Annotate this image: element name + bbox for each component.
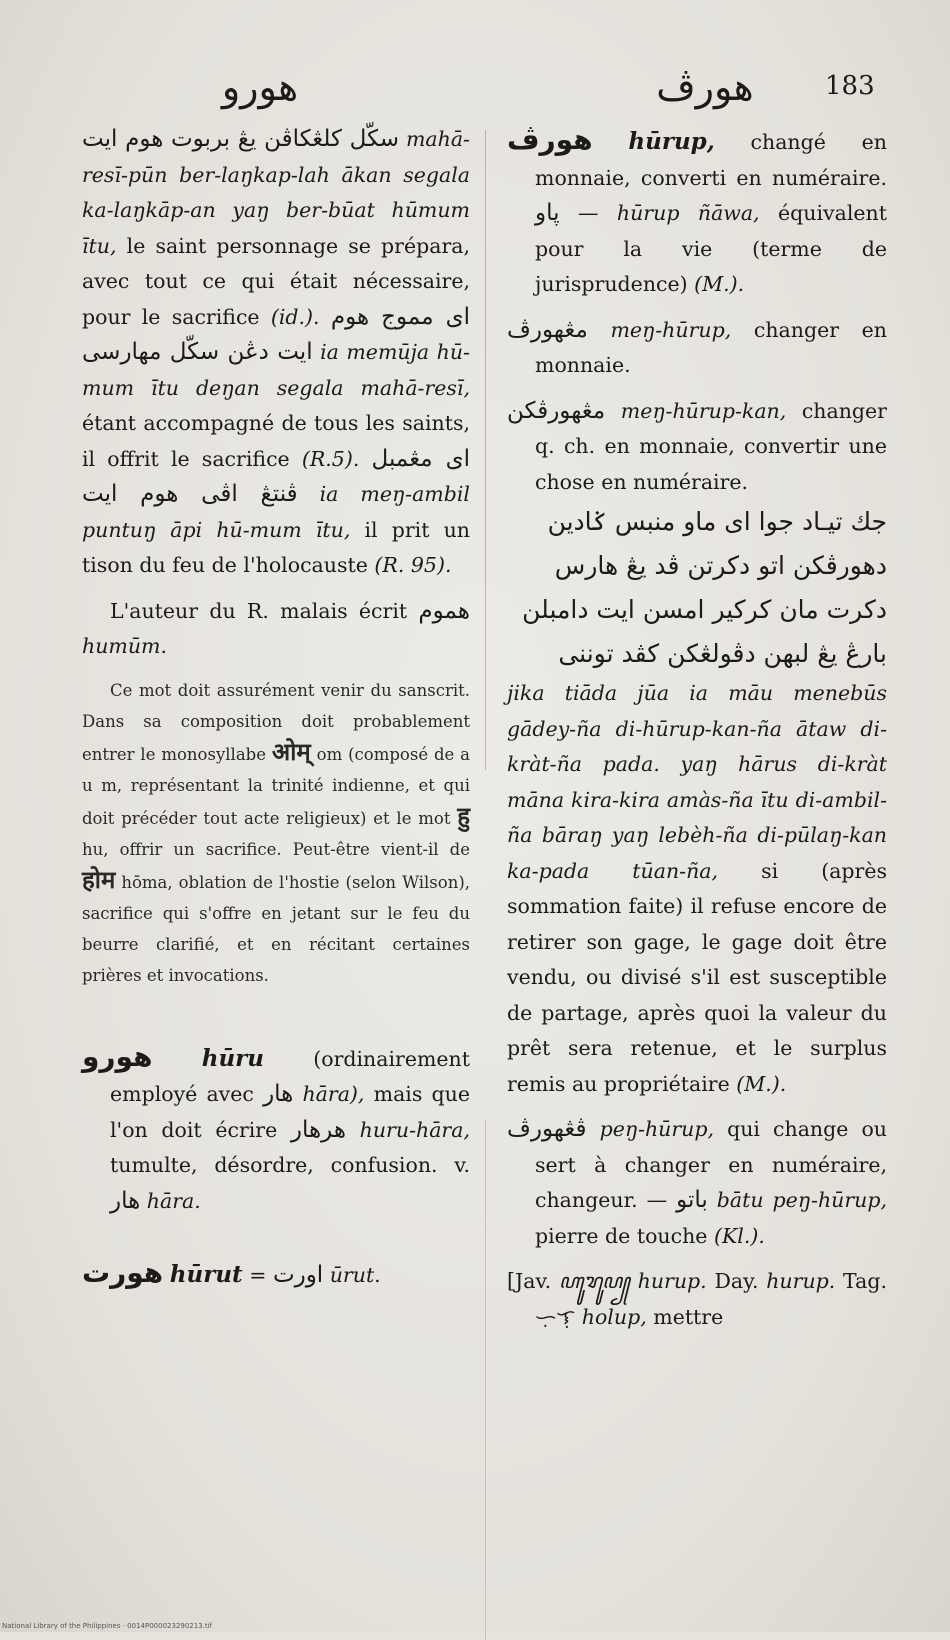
cognates [507,1264,887,1335]
transliteration: mahā-resī-pūn ber-laŋkap-lah ākan segala ka-laŋkāp-an yaŋ ber-būat hūmum ītu, [82,127,470,258]
column-divider-lower [485,1120,486,1640]
running-head-left: هورو [221,65,299,109]
transliteration: huru-hāra, [359,1117,470,1142]
definition: tumulte, désordre, confusion. v. [110,1153,470,1177]
definition: (ordinairement employé avec [110,1046,470,1106]
note-text: om (composé de a u m, représentant la trinité indienne, et qui doit précéder tout acte religieux) et le mot [82,744,470,828]
scan-footer: National Library of the Philippines · 0014P000023290213.tif [2,1622,213,1630]
right-column [507,122,887,1335]
language-label: Tag. [843,1269,887,1293]
arabic-text: هرهار [290,1116,346,1143]
page-number: 183 [825,71,875,101]
arabic-text: اى مڠمبل ڤنتڠ اڤى هوم ايت [82,445,470,507]
language-label: [Jav. [507,1269,552,1293]
column-divider [485,130,486,770]
transliteration: humūm. [82,634,168,658]
definition: mettre [653,1304,724,1329]
dash: — [646,1188,668,1212]
translation: si (après sommation faite) il refuse encore de retirer son gage, le gage doit être vendu, ou divisé s'il est susceptible de partage, après quoi la valeur du prêt sera retenue, et le surplus remis au propriétaire [507,858,887,1096]
entry-menghurupkan [507,394,887,501]
note-text: hu, offrir un sacrifice. Peut-être vient-il de [82,839,470,859]
transliteration: meŋ-hūrup-kan, [620,398,787,423]
arabic-text: اى مموج هوم ايت دڠن سكّل مهارسى [82,303,470,365]
transliteration: hūrup ñāwa, [616,201,760,225]
arabic-text: هار [110,1187,141,1214]
transliteration: hurup. [637,1269,707,1293]
devanagari-word: हु [457,801,470,830]
transliteration: meŋ-hūrup, [610,317,732,342]
note-text: hōma, oblation de l'hostie (selon Wilson), sacrifice qui s'offre en jetant sur le feu du beurre clarifié, et en récitant certaines prières et invocations. [82,872,471,985]
translation: il prit un tison du feu de l'holocauste [82,517,470,577]
entry-menghurup [507,313,887,384]
definition: mais que l'on doit écrire [110,1082,470,1142]
definition: qui change ou sert à changer en numéraire, changeur. [535,1117,887,1212]
arabic-text: ڽاو [535,200,560,226]
definition: changé en monnaie, converti en numéraire. [535,130,887,190]
entry-hurup [507,122,887,303]
headword-arabic: هورت [82,1256,164,1289]
citation: (M.). [694,272,745,296]
arabic-example-block [507,500,887,676]
headword: hūrup, [628,128,715,155]
arabic-text: مڠهورڤ [507,316,588,343]
citation: (id.). [270,304,320,329]
transliteration: ia meŋ-ambil puntuŋ āpi hū-mum ītu, [82,482,470,542]
arabic-text: اورت [272,1262,324,1288]
transliteration: hāra. [146,1188,201,1213]
citation: (M.). [736,1071,787,1096]
transliteration: ūrut. [329,1263,381,1287]
arabic-line: دهورڤكن اتو دكرتن ڤد يڠ هارس [554,551,887,580]
translation: le saint personnage se prépara, avec tout ce qui était nécessaire, pour le sacrifice [82,233,470,329]
javanese-script: ꦲꦸꦫꦸꦥ꧀ [558,1269,630,1293]
citation: (R.5). [301,446,360,471]
definition: équivalent pour la vie (terme de jurisprudence) [535,201,887,296]
language-label: Day. [714,1269,759,1293]
definition: changer en monnaie. [535,317,887,377]
left-column [82,122,470,1294]
arabic-text: هار [263,1081,294,1107]
headword-arabic: هورڤ [507,123,593,156]
entry-penghurup [507,1112,887,1254]
arabic-line: بارڠ يڠ لبهن دڤولڠكن كڤد توننى [558,639,887,668]
citation: (Kl.). [713,1223,765,1248]
tagalog-script: ᜑᜓᜎᜓ [535,1304,576,1329]
note-text: L'auteur du R. malais écrit [110,598,408,623]
etymology-note [82,675,470,991]
transliteration: jika tiāda jūa ia māu menebūs gādey-ña di-hūrup-kan-ña ātaw di-kràt-ña pada. yaŋ hārus di-kràt māna kira-kira amàs-ña ītu di-ambil-ña bāraŋ yaŋ lebèh-ña di-pūlaŋ-kan ka-pada tūan-ña, [507,681,887,883]
arabic-text: ڤڠهورڤ [507,1116,587,1142]
transliteration: peŋ-hūrup, [599,1117,715,1141]
transliteration: hāra), [302,1082,365,1106]
note-text: Ce mot doit assurément venir du sanscrit. Dans sa composition doit probablement entrer le monosyllabe [82,680,470,764]
arabic-text: سكّل كلڠكاڤن يڠ بربوت هوم ايت [82,126,400,152]
equals-sign: = [249,1263,267,1287]
definition: pierre de touche [535,1223,708,1248]
arabic-line: جك تيـاد جوا اى ماو منبس ݢادين [547,507,887,536]
example-1 [82,122,470,584]
arabic-text: مڠهورڤكن [507,397,606,424]
devanagari-word: ओम् [271,737,311,766]
devanagari-word: होम [82,865,116,894]
translation: étant accompagné de tous les saints, il offrit le sacrifice [82,411,470,471]
definition: changer q. ch. en monnaie, convertir une chose en numéraire. [535,398,887,494]
example-translation [507,676,887,1102]
dash: — [577,201,599,225]
entry-huru [82,1039,470,1220]
transliteration: ia memūja hū-mum ītu deŋan segala mahā-resī, [82,340,470,400]
transliteration: hurup. [766,1269,836,1293]
arabic-text: باتو [676,1187,708,1213]
headword: hūru [201,1044,265,1072]
arabic-text: هموم [418,597,470,624]
transliteration: bātu peŋ-hūrup, [716,1188,887,1212]
arabic-line: دكرت مان كركير امسن ايت دامبلن [522,595,887,624]
running-head-right: هورڤ [656,65,754,109]
headword-arabic: هورو [82,1039,153,1073]
citation: (R. 95). [374,553,452,577]
headword: hūrut [169,1261,243,1288]
transliteration: holup, [581,1304,647,1329]
entry-hurut [82,1255,470,1294]
author-note [82,594,470,665]
